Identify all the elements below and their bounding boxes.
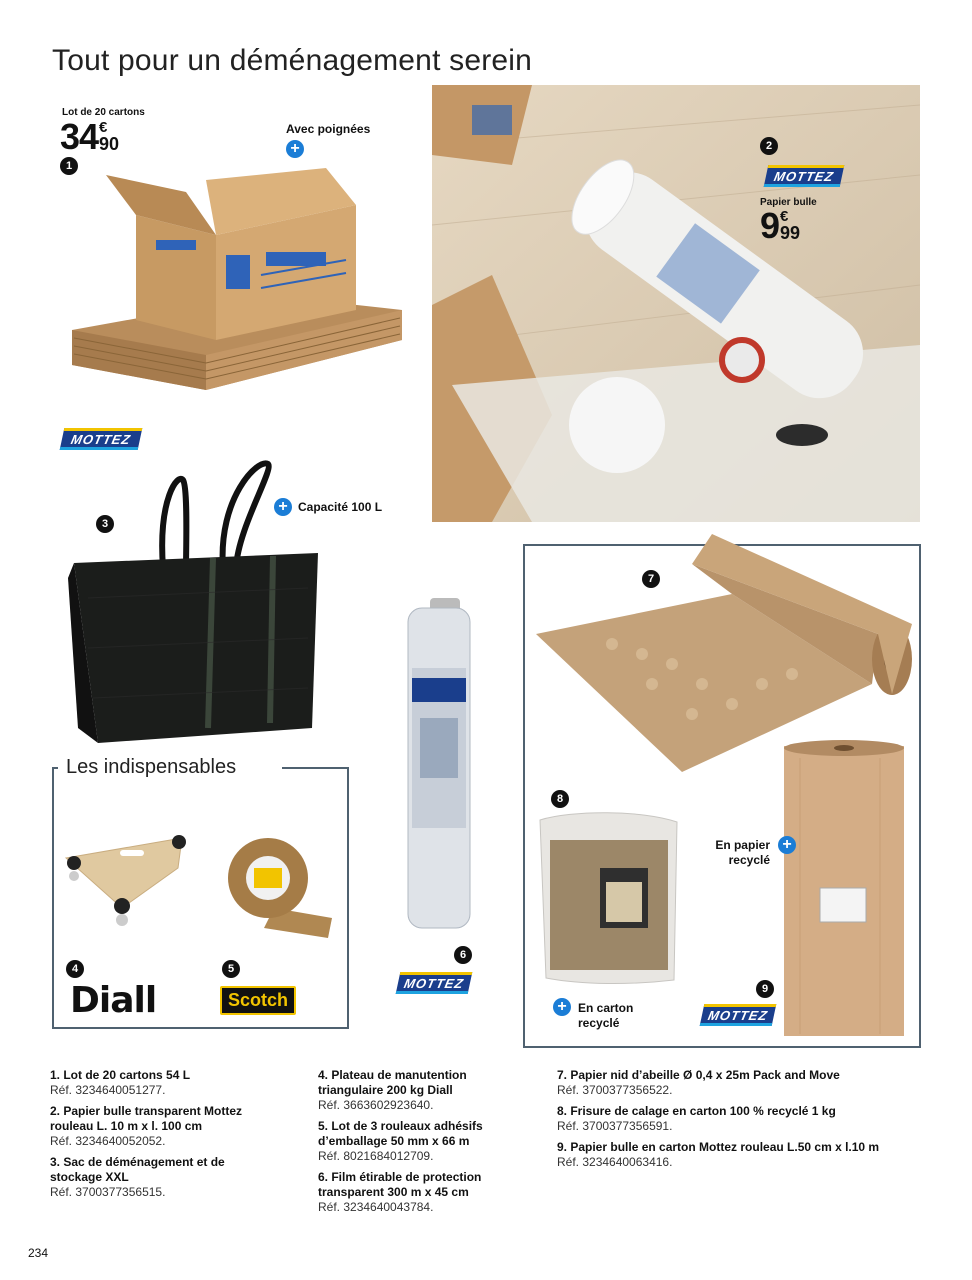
cartons-image: [66, 160, 406, 400]
description-name: 7. Papier nid d’abeille Ø 0,4 x 25m Pack and Move: [557, 1068, 840, 1082]
description-name: 1. Lot de 20 cartons 54 L: [50, 1068, 191, 1082]
plus-icon[interactable]: +: [286, 140, 304, 158]
description-name: 8. Frisure de calage en carton 100 % recyclé 1 kg: [557, 1104, 836, 1118]
description-ref: Réf. 3700377356522.: [557, 1083, 673, 1097]
description-column-1: [50, 1068, 280, 1206]
feature-capacite: Capacité 100 L: [298, 500, 383, 514]
description-item: [557, 1104, 937, 1134]
description-column-2: [318, 1068, 518, 1221]
feature-avec-poignees: Avec poignées: [286, 122, 371, 136]
paper-bubble-roll-image: [780, 738, 908, 1040]
price-currency: €: [99, 119, 108, 136]
description-name: 6. Film étirable de protection transparent 300 m x 45 cm: [318, 1170, 482, 1199]
price-cartons: [60, 116, 120, 157]
description-ref: Réf. 3700377356515.: [50, 1185, 166, 1199]
description-name: 5. Lot de 3 rouleaux adhésifs d’emballage 50 mm x 66 m: [318, 1119, 483, 1148]
description-item: [557, 1140, 937, 1170]
price-label-cartons: Lot de 20 cartons: [62, 107, 145, 118]
shred-bag-image: [532, 810, 684, 985]
badge-6: 6: [454, 946, 472, 964]
description-item: [318, 1119, 518, 1164]
feature-line: En carton: [578, 1001, 634, 1015]
description-ref: Réf. 3663602923640.: [318, 1098, 434, 1112]
description-item: [318, 1170, 518, 1215]
plus-icon[interactable]: +: [274, 498, 292, 516]
scotch-logo: Scotch: [220, 986, 296, 1015]
price-cents: 90: [99, 134, 120, 154]
description-item: [318, 1068, 518, 1113]
tape-image: [224, 828, 334, 938]
mottez-logo-1: MOTTEZ: [60, 428, 143, 450]
description-ref: Réf. 3234640043784.: [318, 1200, 434, 1214]
description-item: [557, 1068, 937, 1098]
description-ref: Réf. 3234640052052.: [50, 1134, 166, 1148]
badge-4: 4: [66, 960, 84, 978]
badge-9: 9: [756, 980, 774, 998]
indispensables-title: Les indispensables: [58, 756, 244, 779]
indispensables-border: [282, 767, 349, 769]
description-name: 9. Papier bulle en carton Mottez rouleau L.50 cm x l.10 m: [557, 1140, 880, 1154]
page-title: Tout pour un déménagement serein: [52, 44, 533, 77]
description-ref: Réf. 3700377356591.: [557, 1119, 673, 1133]
description-name: 2. Papier bulle transparent Mottez rouleau L. 10 m x l. 100 cm: [50, 1104, 243, 1133]
plus-icon[interactable]: +: [553, 998, 571, 1016]
description-column-3: [557, 1068, 937, 1176]
badge-1: 1: [60, 157, 78, 175]
price-int: 9: [760, 205, 780, 246]
price-label-papier-bulle: Papier bulle: [760, 197, 817, 208]
lifestyle-photo: [432, 85, 920, 522]
badge-8: 8: [551, 790, 569, 808]
page-number: 234: [28, 1246, 49, 1260]
badge-2: 2: [760, 137, 778, 155]
plus-icon[interactable]: +: [778, 836, 796, 854]
description-item: [50, 1104, 280, 1149]
diall-logo: Diall: [70, 980, 157, 1021]
feature-en-carton-recycle: [578, 1001, 633, 1031]
feature-line: recyclé: [578, 1016, 620, 1030]
price-currency: €: [780, 208, 789, 225]
description-ref: Réf. 8021684012709.: [318, 1149, 434, 1163]
price-int: 34: [60, 116, 99, 157]
badge-5: 5: [222, 960, 240, 978]
feature-line: En papier: [715, 838, 770, 852]
description-ref: Réf. 3234640051277.: [50, 1083, 166, 1097]
price-cents: 99: [780, 223, 801, 243]
mottez-logo-9: MOTTEZ: [700, 1004, 777, 1026]
feature-en-papier-recycle: [706, 838, 770, 868]
mottez-logo-2: MOTTEZ: [764, 165, 845, 187]
stretch-film-image: [398, 598, 478, 938]
badge-7: 7: [642, 570, 660, 588]
description-ref: Réf. 3234640063416.: [557, 1155, 673, 1169]
dolly-image: [62, 828, 202, 928]
badge-3: 3: [96, 515, 114, 533]
description-item: [50, 1068, 280, 1098]
feature-line: recyclé: [728, 853, 770, 867]
mottez-logo-6: MOTTEZ: [396, 972, 473, 994]
bag-image: [68, 458, 330, 748]
price-papier-bulle: [760, 205, 801, 246]
description-name: 3. Sac de déménagement et de stockage XXL: [50, 1155, 225, 1184]
description-name: 4. Plateau de manutention triangulaire 200 kg Diall: [318, 1068, 467, 1097]
description-item: [50, 1155, 280, 1200]
